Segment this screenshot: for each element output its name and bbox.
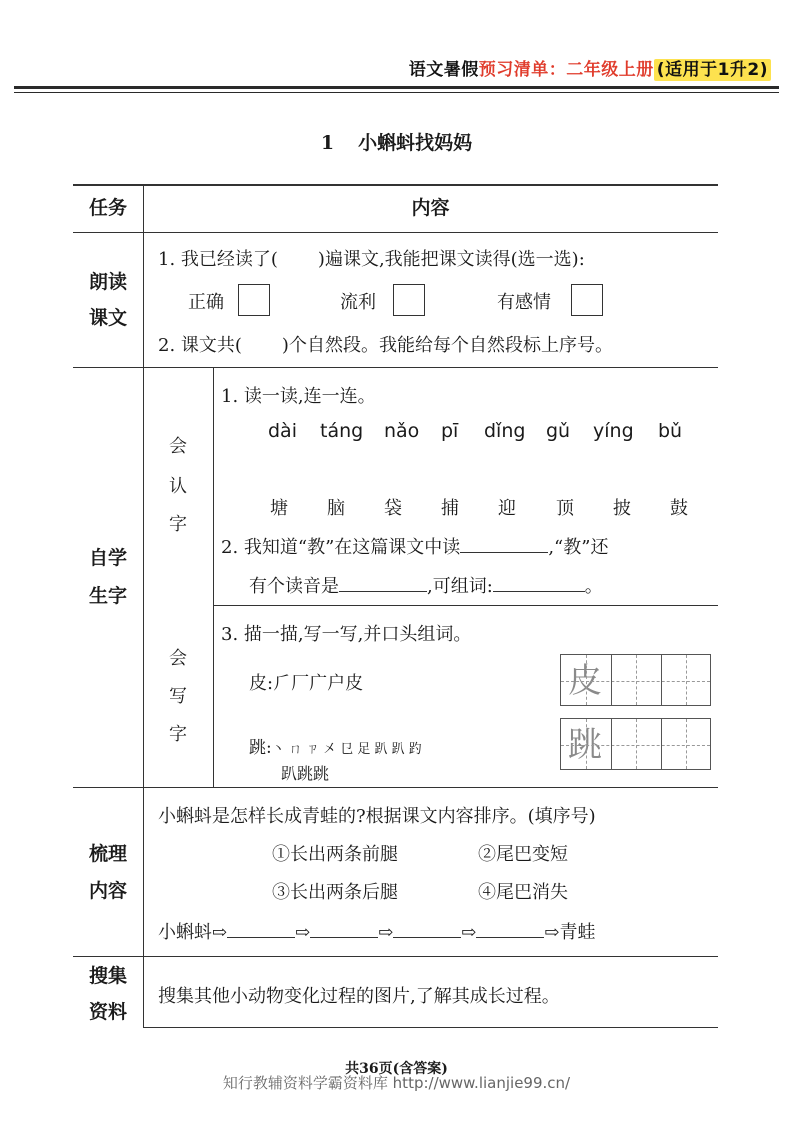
header-subject: 语文暑假 <box>408 60 479 80</box>
arrow-icon: ⇨ <box>295 922 311 943</box>
study-question-2-line1: 2. 我知道“教”在这篇课文中读 ,“教”还 <box>221 537 609 558</box>
watermark-link[interactable]: 知行教辅资料学霸资料库 http://www.lianjie99.cn/ <box>222 1074 571 1092</box>
sort-option-3: ③长出两条后腿 <box>272 882 398 903</box>
sublabel-write-3: 字 <box>169 724 187 745</box>
sort-option-2: ②尾巴变短 <box>478 844 568 865</box>
arrow-icon: ⇨ <box>461 922 477 943</box>
header-badge: (适用于1升2) <box>654 59 771 81</box>
reading-question-1: 1. 我已经读了( )遍课文,我能把课文读得(选一选): <box>158 249 585 270</box>
reading-question-2: 2. 课文共( )个自然段。我能给每个自然段标上序号。 <box>158 335 613 356</box>
column-divider <box>143 184 144 1027</box>
lesson-name: 小蝌蚪找妈妈 <box>358 132 473 154</box>
table-top-border <box>73 184 718 186</box>
collect-instruction: 搜集其他小动物变化过程的图片,了解其成长过程。 <box>158 986 560 1007</box>
sort-option-1: ①长出两条前腿 <box>272 844 398 865</box>
row-divider <box>73 787 718 788</box>
arrow-icon: ⇨ <box>212 922 228 943</box>
table-bottom-border <box>143 1027 718 1028</box>
option-correct-checkbox[interactable] <box>238 284 270 316</box>
sublabel-write-2: 写 <box>169 686 187 707</box>
writing-grid-pi[interactable] <box>560 654 711 706</box>
char-tiao-strokes: 跳:丶 ㄇ ㄗ 㐅 㔾 足 趴 趴 趵 <box>249 738 422 758</box>
pinyin-item[interactable]: nǎo <box>384 420 420 442</box>
hanzi-item[interactable]: 顶 <box>556 498 574 519</box>
page-count: 共36页(含答案) <box>345 1061 448 1077</box>
sort-sequence: 小蝌蚪⇨ ⇨ ⇨ ⇨ ⇨青蛙 <box>158 922 596 943</box>
pinyin-item[interactable]: táng <box>320 420 364 442</box>
row-divider <box>73 232 718 233</box>
pinyin-item[interactable]: gǔ <box>546 420 571 442</box>
header-rule <box>14 86 779 89</box>
task-label-sort-1: 梳理 <box>88 843 127 865</box>
sublabel-recognize-3: 字 <box>169 514 187 535</box>
row-divider <box>213 605 718 606</box>
trace-char-tiao: 跳 <box>568 725 602 765</box>
char-tiao-strokes-line2: 趴跳跳 <box>281 764 330 783</box>
option-expressive-label: 有感情 <box>497 292 551 313</box>
sublabel-recognize-1: 会 <box>169 436 187 457</box>
answer-blank[interactable] <box>460 552 548 553</box>
arrow-icon: ⇨ <box>378 922 394 943</box>
column-divider <box>213 367 214 787</box>
task-label-collect-1: 搜集 <box>88 965 127 987</box>
option-expressive-checkbox[interactable] <box>571 284 603 316</box>
answer-blank[interactable] <box>310 937 378 938</box>
sublabel-write-1: 会 <box>169 648 187 669</box>
row-divider <box>73 956 718 957</box>
study-question-3: 3. 描一描,写一写,并口头组词。 <box>221 624 472 645</box>
pinyin-item[interactable]: bǔ <box>658 420 683 442</box>
answer-blank[interactable] <box>476 937 544 938</box>
task-label-study-1: 自学 <box>88 547 127 569</box>
answer-blank[interactable] <box>493 591 585 592</box>
sort-question: 小蝌蚪是怎样长成青蛙的?根据课文内容排序。(填序号) <box>158 806 596 827</box>
lesson-number: 1 <box>320 132 335 154</box>
col-header-task: 任务 <box>88 197 127 219</box>
pinyin-item[interactable]: yíng <box>593 420 634 442</box>
task-label-collect-2: 资料 <box>88 1001 127 1023</box>
hanzi-item[interactable]: 鼓 <box>670 498 688 519</box>
answer-blank[interactable] <box>339 591 427 592</box>
writing-grid-tiao[interactable] <box>560 718 711 770</box>
hanzi-item[interactable]: 迎 <box>498 498 516 519</box>
option-fluent-label: 流利 <box>340 292 376 313</box>
study-question-1: 1. 读一读,连一连。 <box>221 386 376 407</box>
header-rule-thin <box>14 92 779 93</box>
row-divider <box>73 367 718 368</box>
pinyin-item[interactable]: dǐng <box>484 420 526 442</box>
task-label-reading-1: 朗读 <box>88 271 127 293</box>
option-correct-label: 正确 <box>188 292 224 313</box>
answer-blank[interactable] <box>393 937 461 938</box>
pinyin-item[interactable]: pī <box>441 420 459 442</box>
option-fluent-checkbox[interactable] <box>393 284 425 316</box>
answer-blank[interactable] <box>227 937 295 938</box>
lesson-title <box>0 128 793 155</box>
hanzi-item[interactable]: 脑 <box>327 498 345 519</box>
sublabel-recognize-2: 认 <box>169 476 187 497</box>
task-label-sort-2: 内容 <box>88 880 127 902</box>
arrow-icon: ⇨ <box>544 922 560 943</box>
page-header <box>409 55 771 80</box>
sort-option-4: ④尾巴消失 <box>478 882 568 903</box>
char-pi-strokes: 皮:⺁厂广户皮 <box>249 673 364 694</box>
pinyin-item[interactable]: dài <box>268 420 297 442</box>
task-label-reading-2: 课文 <box>88 307 127 329</box>
hanzi-item[interactable]: 披 <box>613 498 631 519</box>
hanzi-item[interactable]: 捕 <box>441 498 459 519</box>
header-grade: 预习清单：二年级上册 <box>478 60 654 80</box>
trace-char-pi: 皮 <box>568 661 602 701</box>
hanzi-item[interactable]: 袋 <box>384 498 402 519</box>
study-question-2-line2: 有个读音是 ,可组词: 。 <box>249 576 603 597</box>
hanzi-item[interactable]: 塘 <box>270 498 288 519</box>
task-label-study-2: 生字 <box>88 585 127 607</box>
col-header-content: 内容 <box>411 197 450 219</box>
